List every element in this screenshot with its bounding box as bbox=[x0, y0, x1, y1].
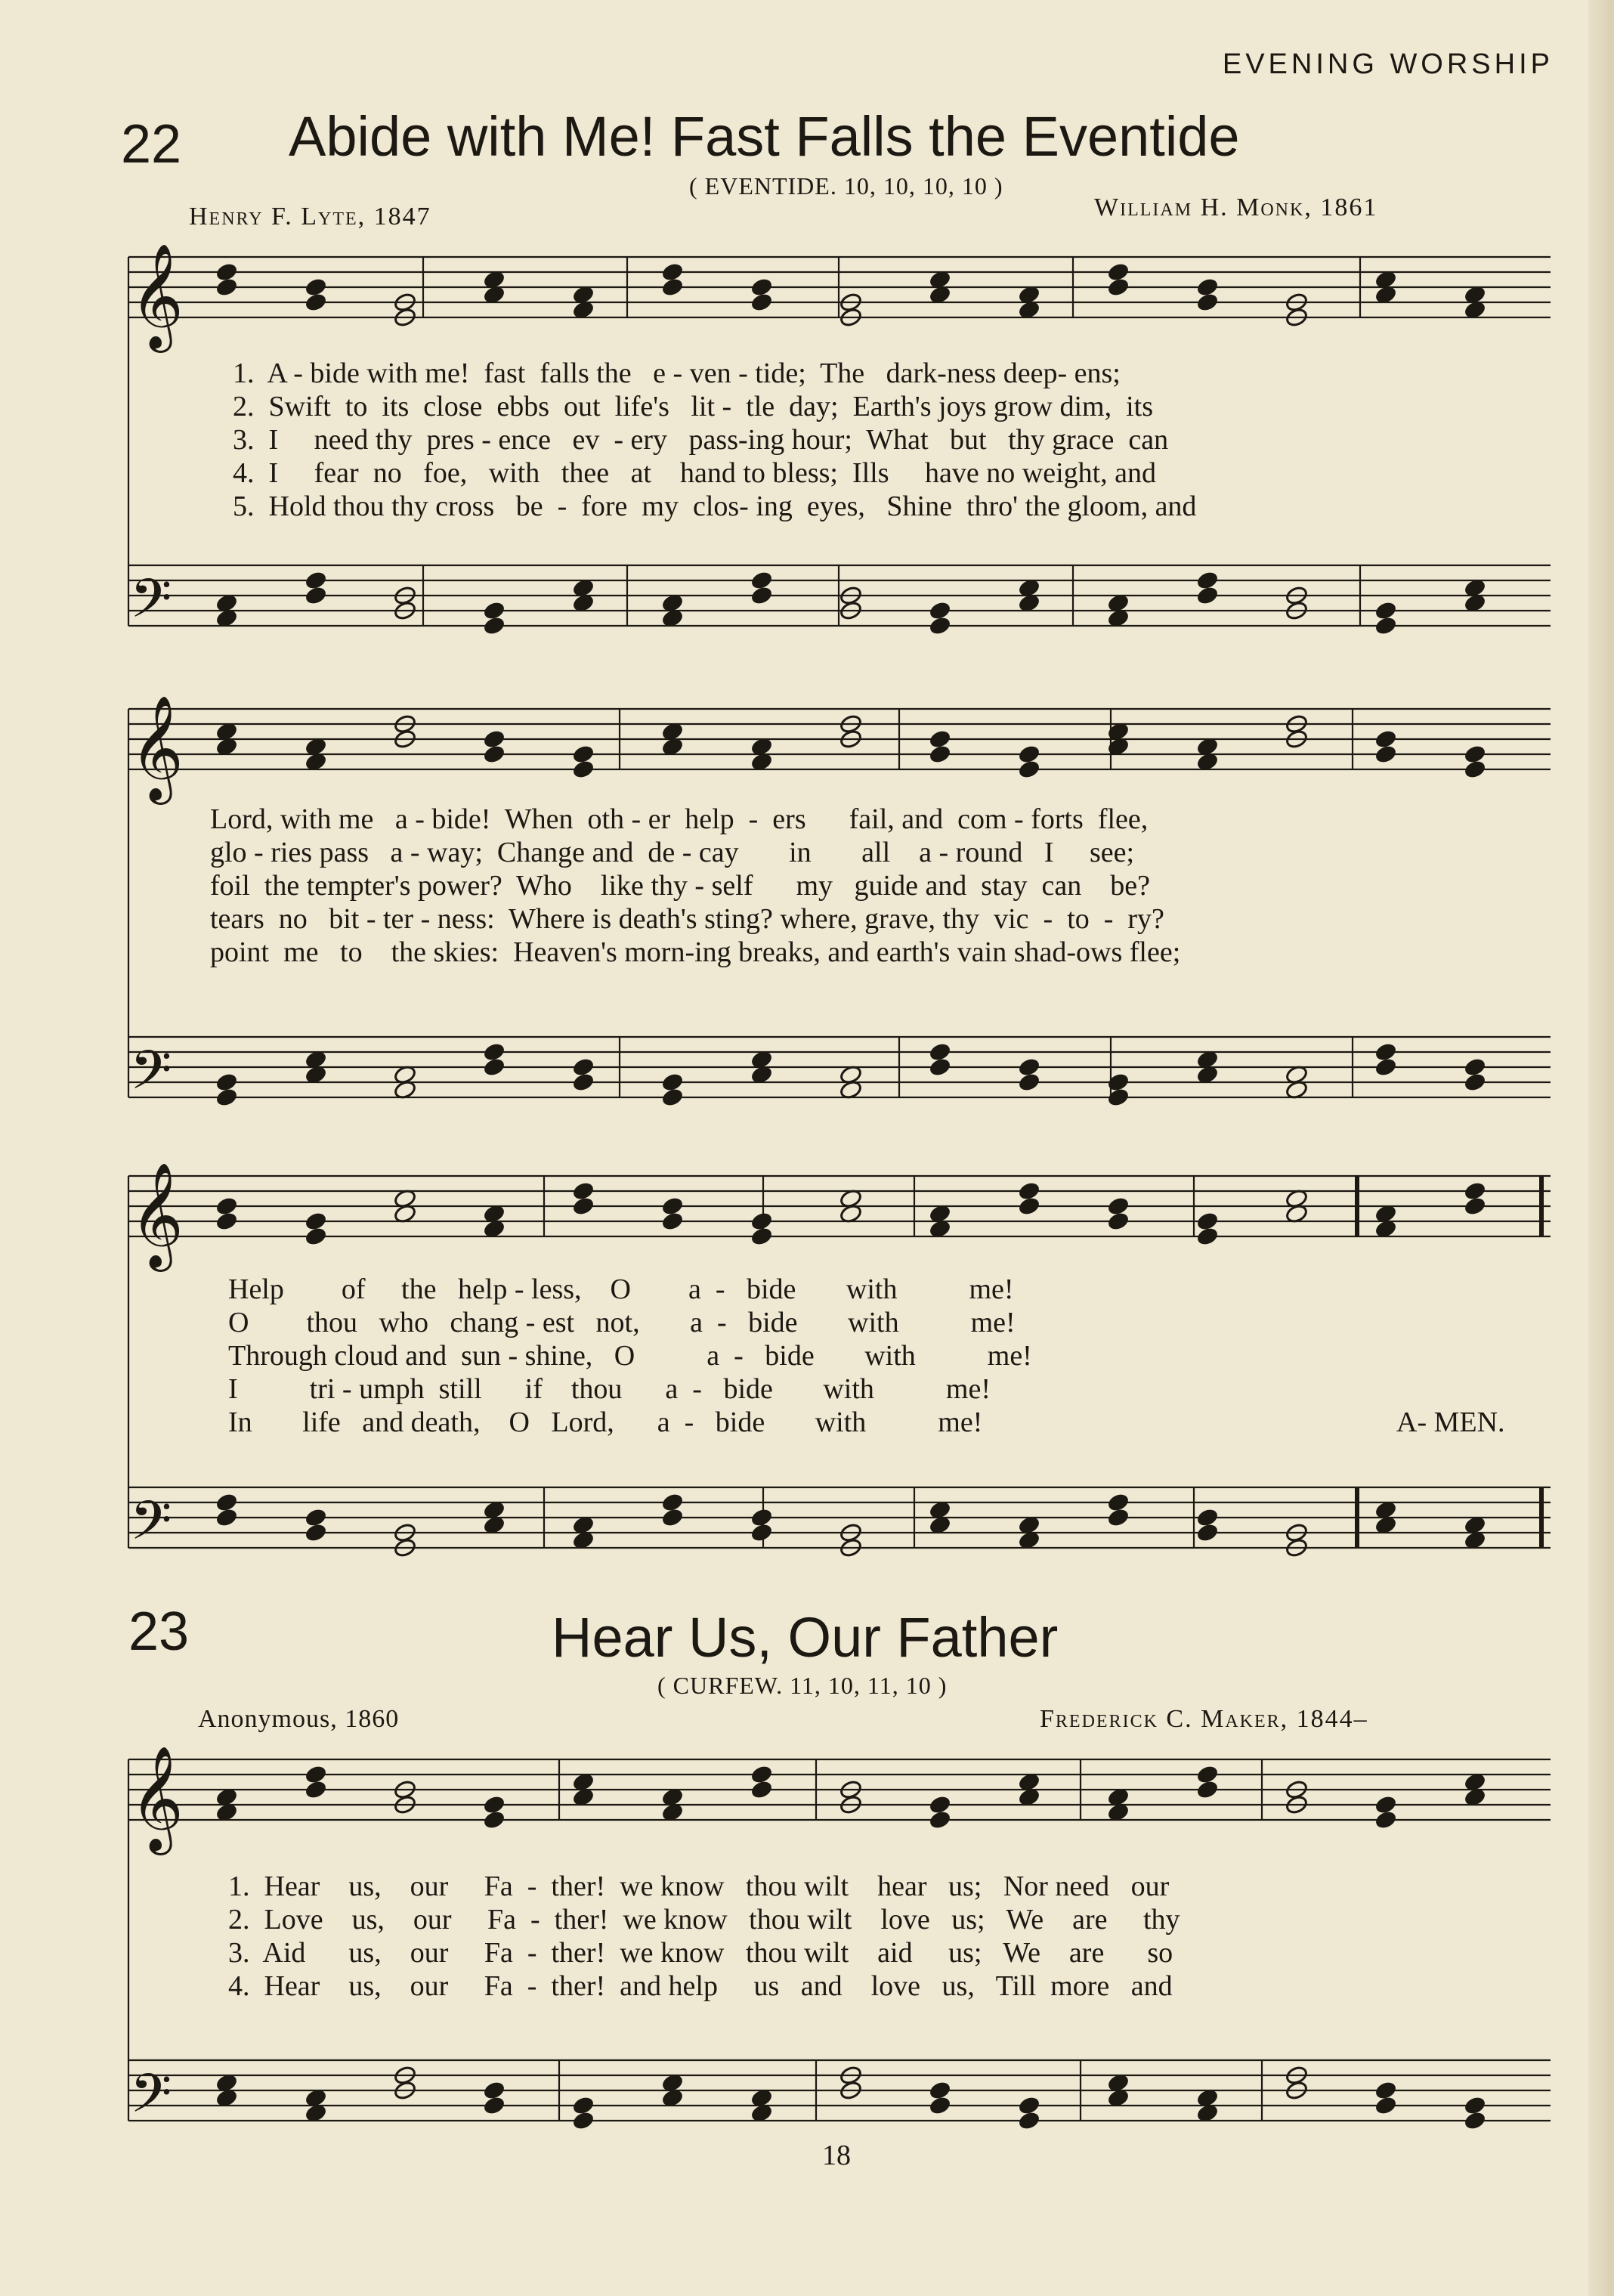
note-head bbox=[304, 1522, 327, 1543]
lyric-line: tears no bit - ter - ness: Where is death's sting? where, grave, thy vic - to - ry? bbox=[210, 903, 1164, 935]
note-head bbox=[750, 570, 773, 590]
note-head bbox=[482, 1809, 506, 1830]
note-head bbox=[1374, 600, 1397, 620]
amen-text: A- MEN. bbox=[1396, 1406, 1505, 1438]
note-head bbox=[482, 1041, 506, 1062]
note-head bbox=[750, 1507, 773, 1527]
verse-block bbox=[210, 803, 1180, 969]
note-head bbox=[304, 1211, 327, 1231]
note-head bbox=[1106, 1196, 1130, 1216]
note-head bbox=[1195, 1764, 1219, 1784]
note-head bbox=[571, 2095, 595, 2115]
note-head bbox=[750, 1764, 773, 1784]
lyric-line: 1. A - bide with me! fast falls the e - ven - tide; The dark-ness deep- ens; bbox=[233, 357, 1121, 389]
note-head bbox=[215, 277, 238, 297]
note-head bbox=[1017, 2110, 1040, 2130]
lyric-line: Help of the help - less, O a - bide with me! bbox=[228, 1273, 1014, 1305]
lyric-line: foil the tempter's power? Who like thy - self my guide and stay can be? bbox=[210, 870, 1150, 902]
note-head bbox=[482, 744, 506, 764]
note-head bbox=[1195, 1226, 1219, 1246]
note-head bbox=[1195, 1211, 1219, 1231]
note-head bbox=[660, 277, 684, 297]
note-head bbox=[215, 1072, 238, 1092]
note-head bbox=[215, 1507, 238, 1527]
note-head bbox=[750, 1226, 773, 1246]
note-head bbox=[1463, 2110, 1486, 2130]
note-head bbox=[1017, 744, 1040, 764]
note-head bbox=[304, 1226, 327, 1246]
verse-block bbox=[233, 357, 1196, 523]
note-head bbox=[750, 585, 773, 605]
note-head bbox=[1463, 1072, 1486, 1092]
note-head bbox=[304, 570, 327, 590]
note-head bbox=[1195, 292, 1219, 312]
svg-text:𝄢: 𝄢 bbox=[130, 1490, 172, 1565]
note-head bbox=[1374, 2095, 1397, 2115]
note-head bbox=[482, 600, 506, 620]
verse-block bbox=[228, 1273, 1032, 1439]
note-head bbox=[1017, 1196, 1040, 1216]
note-head bbox=[750, 292, 773, 312]
lyric-line: 1. Hear us, our Fa - ther! we know thou wilt hear us; Nor need our bbox=[228, 1871, 1170, 1902]
note-head bbox=[1374, 729, 1397, 749]
note-head bbox=[660, 1087, 684, 1107]
note-head bbox=[482, 2080, 506, 2100]
note-head bbox=[571, 1057, 595, 1077]
note-head bbox=[928, 744, 951, 764]
note-head bbox=[1463, 1196, 1486, 1216]
note-head bbox=[1195, 277, 1219, 297]
note-head bbox=[1017, 1057, 1040, 1077]
note-head bbox=[1463, 1180, 1486, 1201]
note-head bbox=[750, 1522, 773, 1543]
svg-text:𝄢: 𝄢 bbox=[130, 1039, 172, 1115]
note-head bbox=[571, 1072, 595, 1092]
note-head bbox=[1106, 261, 1130, 282]
page-number: 18 bbox=[822, 2140, 851, 2171]
note-head bbox=[660, 1196, 684, 1216]
note-head bbox=[1374, 1809, 1397, 1830]
note-head bbox=[571, 744, 595, 764]
svg-text:𝄢: 𝄢 bbox=[130, 568, 172, 643]
hymn-title: Hear Us, Our Father bbox=[552, 1606, 1059, 1669]
note-head bbox=[1017, 1180, 1040, 1201]
composer-credit: William H. Monk, 1861 bbox=[1094, 193, 1378, 221]
note-head bbox=[482, 1057, 506, 1077]
note-head bbox=[571, 2110, 595, 2130]
hymn-number: 23 bbox=[128, 1601, 190, 1662]
note-head bbox=[482, 615, 506, 636]
note-head bbox=[304, 1779, 327, 1799]
lyric-line: 2. Swift to its close ebbs out life's lit - tle day; Earth's joys grow dim, its bbox=[233, 391, 1153, 422]
note-head bbox=[1106, 1492, 1130, 1512]
note-head bbox=[304, 277, 327, 297]
note-head bbox=[1374, 1057, 1397, 1077]
lyric-line: 4. Hear us, our Fa - ther! and help us and love us, Till more and bbox=[228, 1970, 1173, 2002]
svg-text:𝄞: 𝄞 bbox=[130, 1746, 184, 1851]
note-head bbox=[1106, 277, 1130, 297]
tune-name: ( CURFEW. 11, 10, 11, 10 ) bbox=[657, 1672, 948, 1699]
hymn-title: Abide with Me! Fast Falls the Eventide bbox=[289, 105, 1240, 168]
note-head bbox=[304, 1507, 327, 1527]
lyric-line: 2. Love us, our Fa - ther! we know thou wilt love us; We are thy bbox=[228, 1904, 1180, 1936]
note-head bbox=[215, 1492, 238, 1512]
note-head bbox=[215, 1211, 238, 1231]
note-head bbox=[660, 1507, 684, 1527]
note-head bbox=[215, 261, 238, 282]
note-head bbox=[1195, 1507, 1219, 1527]
note-head bbox=[1017, 2095, 1040, 2115]
note-head bbox=[304, 585, 327, 605]
lyric-line: O thou who chang - est not, a - bide with me! bbox=[228, 1307, 1016, 1338]
note-head bbox=[1374, 744, 1397, 764]
note-head bbox=[482, 2095, 506, 2115]
composer-credit: Frederick C. Maker, 1844– bbox=[1040, 1705, 1368, 1733]
note-head bbox=[1017, 1072, 1040, 1092]
note-head bbox=[215, 1196, 238, 1216]
note-head bbox=[304, 1764, 327, 1784]
lyric-line: Lord, with me a - bide! When oth - er help - ers fail, and com - forts flee, bbox=[210, 803, 1149, 835]
lyric-line: I tri - umph still if thou a - bide with me! bbox=[228, 1373, 991, 1405]
note-head bbox=[1374, 1794, 1397, 1815]
note-head bbox=[1374, 1041, 1397, 1062]
svg-text:𝄞: 𝄞 bbox=[130, 695, 184, 800]
lyric-line: Through cloud and sun - shine, O a - bide with me! bbox=[228, 1340, 1032, 1372]
note-head bbox=[1195, 1779, 1219, 1799]
note-head bbox=[304, 292, 327, 312]
note-head bbox=[928, 1057, 951, 1077]
note-head bbox=[215, 1087, 238, 1107]
running-head: EVENING WORSHIP bbox=[1222, 48, 1554, 80]
note-head bbox=[928, 729, 951, 749]
note-head bbox=[928, 600, 951, 620]
note-head bbox=[660, 1211, 684, 1231]
svg-text:𝄞: 𝄞 bbox=[130, 243, 184, 348]
note-head bbox=[660, 261, 684, 282]
note-head bbox=[571, 1180, 595, 1201]
lyric-line: 5. Hold thou thy cross be - fore my clos- ing eyes, Shine thro' the gloom, and bbox=[233, 490, 1197, 522]
note-head bbox=[571, 759, 595, 779]
note-head bbox=[1374, 2080, 1397, 2100]
note-head bbox=[928, 1041, 951, 1062]
note-head bbox=[660, 1072, 684, 1092]
note-head bbox=[571, 1196, 595, 1216]
lyric-line: glo - ries pass a - way; Change and de - cay in all a - round I see; bbox=[210, 837, 1135, 868]
note-head bbox=[1374, 615, 1397, 636]
lyric-line: 3. Aid us, our Fa - ther! we know thou wilt aid us; We are so bbox=[228, 1937, 1173, 1969]
note-head bbox=[750, 1211, 773, 1231]
note-head bbox=[482, 1794, 506, 1815]
note-head bbox=[1463, 744, 1486, 764]
hymn-number: 22 bbox=[121, 114, 182, 175]
author-credit: Henry F. Lyte, 1847 bbox=[189, 203, 431, 231]
lyric-line: 4. I fear no foe, with thee at hand to bless; Ills have no weight, and bbox=[233, 457, 1157, 489]
svg-text:𝄞: 𝄞 bbox=[130, 1162, 184, 1267]
note-head bbox=[1195, 570, 1219, 590]
note-head bbox=[660, 1492, 684, 1512]
note-head bbox=[928, 2095, 951, 2115]
lyric-line: 3. I need thy pres - ence ev - ery pass-ing hour; What but thy grace can bbox=[233, 424, 1169, 456]
note-head bbox=[1017, 759, 1040, 779]
note-head bbox=[1106, 1211, 1130, 1231]
tune-name: ( EVENTIDE. 10, 10, 10, 10 ) bbox=[689, 172, 1003, 200]
note-head bbox=[928, 1809, 951, 1830]
note-head bbox=[1463, 759, 1486, 779]
note-head bbox=[1195, 1522, 1219, 1543]
lyric-line: point me to the skies: Heaven's morn-ing breaks, and earth's vain shad-ows flee; bbox=[210, 936, 1181, 968]
note-head bbox=[1463, 2095, 1486, 2115]
verse-block bbox=[228, 1870, 1180, 2003]
author-credit: Anonymous, 1860 bbox=[198, 1705, 400, 1733]
note-head bbox=[1195, 585, 1219, 605]
note-head bbox=[750, 1779, 773, 1799]
note-head bbox=[928, 1794, 951, 1815]
note-head bbox=[928, 2080, 951, 2100]
note-head bbox=[482, 729, 506, 749]
note-head bbox=[1463, 1057, 1486, 1077]
svg-text:𝄢: 𝄢 bbox=[130, 2062, 172, 2138]
note-head bbox=[928, 615, 951, 636]
note-head bbox=[750, 277, 773, 297]
lyric-line: In life and death, O Lord, a - bide with me! bbox=[228, 1406, 983, 1438]
note-head bbox=[1106, 1507, 1130, 1527]
